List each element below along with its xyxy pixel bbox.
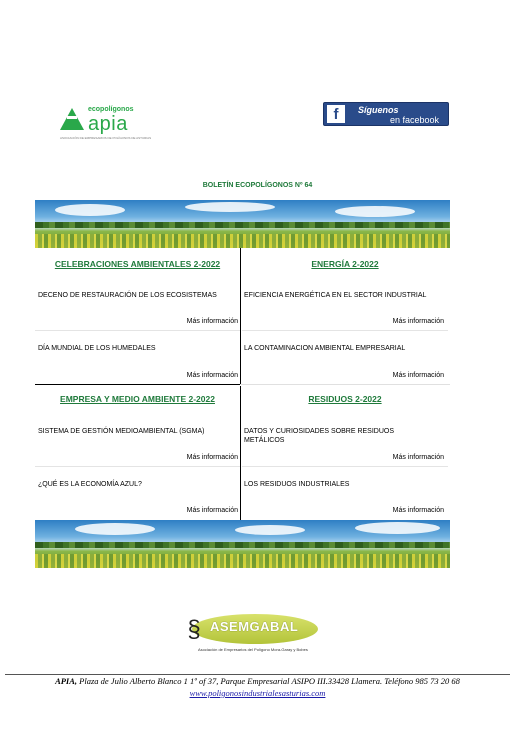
- association-subtitle: Asociación de Empresarios del Polígono Mora-Garay y Bobes: [198, 647, 308, 652]
- row-divider-right: [240, 384, 450, 385]
- footer-rule: [5, 674, 510, 675]
- facebook-line2: en facebook: [390, 115, 440, 125]
- more-info-link[interactable]: Más información: [392, 507, 444, 514]
- article-title[interactable]: DECENO DE RESTAURACIÓN DE LOS ECOSISTEMAS: [38, 292, 217, 299]
- triskelion-icon: §: [187, 616, 201, 643]
- section-heading-energia[interactable]: ENERGÍA 2-2022: [311, 259, 379, 269]
- bulletin-title: BOLETÍN ECOPOLÍGONOS Nº 64: [202, 182, 313, 189]
- footer-org-name: APIA,: [55, 676, 78, 686]
- more-info-link[interactable]: Más información: [186, 318, 238, 325]
- item-separator: [35, 330, 240, 331]
- apia-logo-main-text: apia: [88, 113, 128, 135]
- footer-address-text: Plaza de Julio Alberto Blanco 1 1º of 37, Parque Empresarial ASIPO III.33428 Llamera. Teléfono 985 73 20 68: [77, 676, 460, 686]
- asemgabal-logo[interactable]: [176, 610, 320, 660]
- footer-website-link[interactable]: www.poligonosindustrialesasturias.com: [189, 688, 326, 698]
- column-divider-lower: [240, 386, 241, 520]
- footer-address: [0, 676, 515, 686]
- facebook-follow-button[interactable]: [323, 102, 449, 126]
- meadow-banner-bottom: [35, 520, 450, 568]
- article-title[interactable]: EFICIENCIA ENERGÉTICA EN EL SECTOR INDUSTRIAL: [244, 292, 427, 299]
- article-title[interactable]: DATOS Y CURIOSIDADES SOBRE RESIDUOS METÁLICOS: [244, 428, 395, 444]
- apia-logo[interactable]: [60, 104, 150, 144]
- meadow-banner-top: [35, 200, 450, 248]
- facebook-f-icon: f: [327, 105, 345, 123]
- more-info-link[interactable]: Más información: [392, 372, 444, 379]
- article-title[interactable]: ¿QUÉ ES LA ECONOMÍA AZUL?: [38, 481, 142, 488]
- row-divider-left: [35, 384, 240, 385]
- more-info-link[interactable]: Más información: [392, 318, 444, 325]
- apia-logo-small-text: ecopolígonos: [88, 106, 134, 113]
- more-info-link[interactable]: Más información: [186, 507, 238, 514]
- item-separator: [242, 466, 448, 467]
- article-title[interactable]: SISTEMA DE GESTIÓN MEDIOAMBIENTAL (SGMA): [38, 428, 205, 435]
- item-separator: [242, 330, 448, 331]
- more-info-link[interactable]: Más información: [186, 372, 238, 379]
- more-info-link[interactable]: Más información: [392, 454, 444, 461]
- apia-triangle-icon: [60, 108, 84, 130]
- section-heading-residuos[interactable]: RESIDUOS 2-2022: [308, 394, 382, 404]
- article-title[interactable]: LA CONTAMINACION AMBIENTAL EMPRESARIAL: [244, 345, 406, 352]
- article-title[interactable]: DÍA MUNDIAL DE LOS HUMEDALES: [38, 345, 156, 352]
- section-heading-empresa[interactable]: EMPRESA Y MEDIO AMBIENTE 2-2022: [60, 394, 215, 404]
- article-title[interactable]: LOS RESIDUOS INDUSTRIALES: [244, 481, 350, 488]
- item-separator: [35, 466, 240, 467]
- facebook-line1: Síguenos: [358, 105, 399, 115]
- section-heading-celebraciones[interactable]: CELEBRACIONES AMBIENTALES 2-2022: [54, 259, 221, 269]
- apia-logo-tagline: ASOCIACIÓN DE EMPRESARIOS DE POLÍGONOS DE ASTURIAS: [60, 136, 152, 140]
- association-name: ASEMGABAL: [210, 619, 299, 634]
- more-info-link[interactable]: Más información: [186, 454, 238, 461]
